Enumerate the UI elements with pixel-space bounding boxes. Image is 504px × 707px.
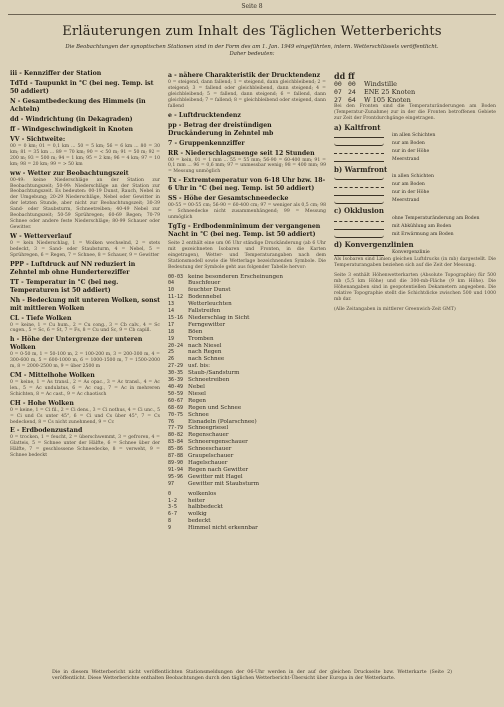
legend-text: 0 = keine, 1 = Ci fil., 2 = Ci dens., 3 = Ci nothus, 4 = Ci unc., 5 = Ci und Cs unter 45°, 6 = Ci und Cs über 45°, 7 = Cs bedeckend, 8 = Cs nicht zunehmend, 9 = Cc [10, 407, 160, 425]
ddff-heading: dd ff [334, 71, 355, 81]
front-symbol-icon [334, 233, 384, 238]
cloud-cover-row [168, 498, 326, 505]
weather-symbol-row [168, 294, 326, 301]
legend-heading: CM - Mittelhohe Wolken [10, 372, 95, 380]
weather-code: 76 [168, 418, 175, 425]
weather-description: Regen und Schnee [188, 404, 242, 411]
weather-description: Böen [188, 328, 203, 335]
weather-description: nach Niesel [188, 342, 222, 349]
page-title: Erläuterungen zum Inhalt des Täglichen Wetterberichts [62, 24, 442, 39]
legend-section [10, 170, 160, 231]
weather-symbol-table [168, 274, 326, 488]
legend-heading: dd - Windrichtung (in Dekagraden) [10, 116, 133, 123]
ddff-row [334, 96, 496, 104]
weather-description: Schnee [188, 411, 209, 418]
dd-value: 27 [334, 95, 342, 104]
front-description: Meerstrand [392, 156, 420, 162]
weather-description: Nebel [188, 384, 205, 390]
weather-description: Graupelschauer [188, 453, 234, 460]
gmt-note: (Alle Zeitangaben in mittlerer Greenwich-Zeit GMT) [334, 306, 456, 312]
cloud-code: 8 [168, 518, 172, 525]
weather-code: 40-49 [168, 384, 184, 390]
cloud-code: 1-2 [168, 497, 178, 504]
weather-code: 97 [168, 480, 175, 487]
weather-description: Regen nach Gewitter [188, 466, 249, 473]
legend-section [168, 122, 326, 138]
legend-text: 0 = keine, 1 = Cu hum., 2 = Cu cong., 3 = Cb calv., 4 = Sc cugen., 5 = Sc, 6 = St, 7 = Fs, 8 = Cu und Sc, 9 = Cb capill. [10, 322, 160, 334]
right-text: Als Isobaren sind Linien gleichen Luftdrucks (in mb) dargestellt. Die Temperaturangaben beziehen sich auf die Zeit der Messung. [334, 257, 496, 269]
weather-code: 13 [168, 301, 175, 308]
legend-heading: ff - Windgeschwindigkeit in Knoten [10, 126, 134, 133]
cloud-code: 9 [168, 525, 172, 532]
weather-code: 89-90 [168, 459, 184, 466]
legend-heading: CL - Tiefe Wolken [10, 314, 72, 322]
weather-code: 36-39 [168, 377, 184, 384]
legend-text: 0 = keine, 1 = As transl., 2 = As opac., 3 = Ac transl., 4 = Ac len., 5 = Ac undulatus, 6 = Ac cug., 7 = Ac in mehreren Schichten, 8 = Ac cast., 9 = Ac chaotisch [10, 380, 160, 397]
weather-description: Regen [188, 397, 207, 404]
weather-code: 87-88 [168, 453, 184, 460]
legend-text: 0 = kein Niederschlag, 1 = Wolken wechselnd, 2 = stets bedeckt, 3 = Sand- oder Staubsturm, 4 = Nebel, 5 = Sprühregen, 6 = Regen, 7 = Schnee, 8 = Schauer, 9 = Gewitter [10, 240, 160, 258]
weather-description: Buschfeuer [188, 280, 221, 287]
legend-heading: h - Höhe der Untergrenze der unteren Wolken [10, 336, 143, 352]
legend-heading: Tx - Extremtemperatur von 6-18 Uhr bzw. 18-6 Uhr in °C (bei neg. Temp. ist 50 addiert) [168, 177, 326, 193]
legend-section [168, 140, 326, 148]
weather-symbol-row [168, 336, 326, 343]
front-row [334, 181, 496, 189]
weather-symbol-row [168, 356, 326, 363]
page-subtitle: Die Beobachtungen der synoptischen Stationen sind in der Form des am 1. Jan. 1949 eingeführten, intern. Wetterschlüssels veröffentlicht. Daher bedeuten: [65, 44, 439, 57]
weather-description: Fallstreifen [188, 308, 221, 315]
legend-section [168, 223, 326, 239]
weather-description: Wetterleuchten [188, 301, 232, 308]
legend-text: 00 = 0 km; 01 = 0,1 km ... 50 = 5 km; 56 = 6 km ... 80 = 30 km; 81 = 35 km ... 89 = 70 km; 90 = < 50 m; 91 = 50 m; 92 = 200 m; 93 = 500 m; 94 = 1 km; 95 = 2 km; 96 = 4 km; 97 = 10 km; 98 = 20 km; 99 = > 50 km [10, 144, 160, 167]
ddff-note: Bei den Fronten sind die Temperaturänderungen am Boden (Temperatur-Zunahme) zur in der die Fronten betroffenen Gebiete zur Zeit der Frontdurchgänge eingetragen. [334, 103, 496, 121]
cloud-description: wolkig [188, 511, 207, 518]
legend-heading: a - nähere Charakteristik der Drucktendenz [168, 72, 321, 79]
weather-symbol-row [168, 343, 326, 350]
ddff-row [334, 88, 496, 96]
front-row [334, 231, 496, 239]
weather-symbol-row [168, 412, 326, 419]
front-row [334, 215, 496, 223]
weather-symbol-row [168, 384, 326, 391]
weather-description: Schneegriesel [188, 425, 229, 432]
weather-symbol-row [168, 425, 326, 432]
front-description: ohne Temperaturänderung am Boden [392, 216, 480, 222]
weather-description: Gewitter mit Hagel [188, 473, 243, 480]
legend-section [10, 261, 160, 277]
legend-section [168, 241, 326, 271]
legend-section [10, 372, 160, 398]
legend-heading: TgTg - Erdbodenminimum der vergangenen Nacht in °C (bei neg. Temp. ist 50 addiert) [168, 222, 321, 238]
front-row [334, 223, 496, 231]
legend-text: 0 = 0-50 m, 1 = 50-100 m, 2 = 100-200 m, 3 = 200-300 m, 4 = 300-600 m, 5 = 600-1000 m, 6 = 1000-1500 m, 7 = 1500-2000 m, 8 = 2000-2500 m, 9 = über 2500 m [10, 352, 160, 370]
legend-section [168, 177, 326, 193]
cloud-cover-row [168, 491, 326, 498]
weather-code: 26 [168, 356, 175, 363]
legend-heading: TT - Temperatur in °C (bei neg. Temperaturen ist 50 addiert) [10, 278, 119, 294]
weather-description: Schneetreiben [188, 377, 230, 384]
cloud-code: 6-7 [168, 511, 178, 518]
legend-heading: CH - Hohe Wolken [10, 399, 74, 407]
weather-symbol-row [168, 349, 326, 356]
weather-code: 95-96 [168, 473, 184, 480]
right-column [334, 71, 496, 313]
weather-code: 18 [168, 328, 175, 335]
front-symbol-icon [334, 183, 384, 188]
ff-value: 64 [348, 95, 356, 104]
weather-code: 14 [168, 308, 175, 315]
front-heading: d) Konvergenzlinien [334, 240, 414, 250]
legend-heading: 7 - Gruppenkennziffer [168, 139, 245, 147]
footer-note: Die in diesem Wetterbericht nicht veröffentlichten Stationsmeldungen der 06-Uhr werden in der auf der gleichen Druckseite bzw. Wetterkarte (Seite 2) veröffentlicht. Diese Wetterberichte enthalten Beobachtungen durch den täglichen Wetterbericht-Übersicht über Europa in der Wetterkarte. [52, 670, 452, 681]
weather-symbol-row [168, 280, 326, 287]
weather-code: 68-69 [168, 404, 184, 411]
cloud-description: wolkenlos [188, 490, 217, 497]
legend-section [168, 112, 326, 120]
legend-heading: PPP - Luftdruck auf NN reduziert in Zehntel mb ohne Hundertereziffer [10, 260, 136, 276]
front-row [334, 140, 496, 148]
weather-code: 20-24 [168, 342, 184, 349]
wind-description: Windstille [364, 79, 398, 88]
weather-symbol-row [168, 287, 326, 294]
legend-heading: ww - Wetter zur Beobachtungszeit [10, 169, 129, 177]
legend-section [10, 297, 160, 313]
weather-symbol-row [168, 391, 326, 398]
cloud-cover-row [168, 525, 326, 532]
weather-code: 91-94 [168, 466, 184, 473]
weather-code: 77-79 [168, 425, 184, 432]
legend-heading: N - Gesamtbedeckung des Himmels (in Achteln) [10, 98, 146, 113]
front-symbol-icon [334, 157, 384, 162]
weather-description: Eisnadeln (Polarschnee) [188, 418, 257, 425]
weather-symbol-row [168, 363, 326, 370]
weather-code: 60-67 [168, 397, 184, 404]
weather-symbol-row [168, 315, 326, 322]
front-symbol-icon [334, 175, 384, 180]
weather-symbol-row [168, 308, 326, 315]
cloud-cover-row [168, 518, 326, 525]
front-description: nur in der Höhe [392, 190, 430, 196]
front-description: nur in der Höhe [392, 148, 430, 154]
dd-value: 00 [334, 79, 342, 88]
weather-description: Ferngewitter [188, 321, 226, 328]
weather-code: 00-03 [168, 273, 184, 280]
legend-section [10, 98, 160, 114]
weather-description: Staub-/Sandsturm [188, 370, 240, 377]
weather-code: 85-86 [168, 446, 184, 453]
weather-symbol-row [168, 377, 326, 384]
weather-symbol-row [168, 467, 326, 474]
legend-section [10, 136, 160, 168]
middle-column [168, 72, 326, 532]
cloud-cover-row [168, 504, 326, 511]
front-row [334, 148, 496, 156]
weather-symbol-row [168, 274, 326, 281]
header-rule [8, 14, 496, 15]
front-symbol-icon [334, 149, 384, 154]
front-description: Meerstrand [392, 198, 420, 204]
weather-code: 04 [168, 280, 175, 287]
front-row [334, 156, 496, 164]
weather-symbol-row [168, 446, 326, 453]
weather-symbol-row [168, 405, 326, 412]
front-heading: b) Warmfront [334, 164, 388, 174]
front-symbol-icon [334, 199, 384, 204]
weather-code: 25 [168, 349, 175, 356]
legend-heading: E - Erdbodenzustand [10, 427, 83, 435]
front-heading: a) Kaltfront [334, 122, 381, 132]
legend-section [10, 116, 160, 124]
front-description: im allen Schichten [392, 132, 436, 138]
weather-symbol-row [168, 432, 326, 439]
front-row [334, 132, 496, 140]
legend-heading: iii - Kennziffer der Station [10, 70, 102, 77]
legend-text: 0 = trocken, 1 = feucht, 2 = überschwemmt, 3 = gefroren, 4 = Glatteis, 5 = Schnee unter der Hälfte, 6 = Schnee über der Hälfte, 7 = geschlossene Schneedecke, 8 = verweht, 9 = Schnee bedeckt [10, 435, 160, 459]
legend-section [10, 126, 160, 134]
weather-description: Schneeregenschauer [188, 439, 248, 446]
weather-description: Niederschlag in Sicht [188, 314, 250, 321]
weather-symbol-row [168, 481, 326, 488]
ff-value: 24 [348, 87, 356, 96]
legend-section [10, 400, 160, 426]
front-symbol-icon [334, 133, 384, 138]
weather-description: Hagelschauer [188, 459, 228, 466]
ddff-row [334, 80, 496, 88]
weather-code: 80-82 [168, 432, 184, 439]
weather-symbol-row [168, 439, 326, 446]
legend-heading: RR - Niederschlagsmenge seit 12 Stunden [168, 149, 315, 157]
legend-heading: pp - Betrag der dreistündigen Druckänderung in Zehntel mb [168, 121, 274, 137]
legend-text: 00-49: keine Niederschläge an der Station zur Beobachtungszeit; 50-99: Niederschläge an der Station zur Beobachtungszeit. Es bedeuten: 00-19 Dunst, Rauch, Nebel in der Umgebung; 20-29 Niederschläge, Nebel oder Gewitter in der letzten Stunde, aber nicht zur Beobachtungszeit; 30-39 Sand- oder Staubsturm, Schneetreiben; 40-49 Nebel zur Beobachtungszeit; 50-59 Sprühregen; 60-69 Regen; 70-79 Schnee oder andere feste Niederschläge; 80-99 Schauer oder Gewitter. [10, 177, 160, 230]
legend-section [10, 279, 160, 295]
cloud-cover-row [168, 511, 326, 518]
cloud-description: bedeckt [188, 518, 211, 525]
front-description: in allen Schichten [392, 174, 434, 180]
legend-heading: TdTd - Taupunkt in °C (bei neg. Temp. ist 50 addiert) [10, 80, 154, 95]
weather-code: 10 [168, 287, 175, 294]
front-description: mit Abkühlung am Boden [392, 224, 452, 230]
page-header: Seite 8 [241, 3, 263, 10]
cloud-description: halbbedeckt [188, 504, 223, 511]
legend-section [168, 195, 326, 221]
weather-symbol-row [168, 398, 326, 405]
weather-symbol-row [168, 453, 326, 460]
weather-code: 15-16 [168, 314, 184, 321]
weather-description: nach Regen [188, 349, 222, 356]
weather-symbol-row [168, 301, 326, 308]
left-column [10, 70, 160, 461]
legend-heading: SS - Höhe der Gesamtschneedecke [168, 195, 289, 203]
legend-heading: VV - Sichtweite: [10, 136, 66, 143]
weather-description: Schneeschauer [188, 446, 232, 453]
legend-text: Seite 2 enthält eine um 06 Uhr ständige Druckänderung (ab 6 Uhr mit gezeichneten Isobaren und Fronten, in die Karten eingetragen), Wetter- und Temperaturangaben nach dem Stationsmodell sowie die Wetterlage bezeichnenden Symbole. Die Bedeutung der Symbole geht aus folgender Tabelle hervor: [168, 240, 326, 270]
weather-code: 83-84 [168, 439, 184, 446]
weather-code: 11-12 [168, 294, 184, 301]
weather-description: feuchter Dunst [188, 287, 231, 294]
front-symbol-icon [334, 141, 384, 146]
weather-description: nach Schnee [188, 356, 225, 363]
weather-description: Gewitter mit Staubsturm [188, 480, 260, 487]
weather-symbol-row [168, 474, 326, 481]
wind-description: W 105 Knoten [364, 95, 411, 104]
right-text-2: Seite 3 enthält Höhenwetterkarten (Absolute Topographie) für 500 mb (5,5 km Höhe) und die 300-mb-Fläche (9 km Höhe). Die Höhenangaben sind in geopotentiellen Dekametern angegeben. Die relative Topographie stellt die Schichtdicke zwischen 500 und 1000 mb dar. [334, 273, 496, 302]
weather-description: Tromben [188, 335, 214, 342]
weather-symbol-row [168, 370, 326, 377]
weather-description: Niesel [188, 390, 206, 397]
weather-symbol-row [168, 419, 326, 426]
weather-symbol-row [168, 322, 326, 329]
cloud-cover-table [168, 491, 326, 532]
front-symbol-icon [334, 191, 384, 196]
front-description: nur am Boden [392, 182, 425, 188]
cloud-description: Himmel nicht erkennbar [188, 525, 258, 532]
front-description: Konvergenzlinie [392, 250, 430, 256]
weather-symbol-row [168, 329, 326, 336]
front-symbol-icon [334, 251, 384, 256]
weather-code: 17 [168, 321, 175, 328]
legend-text: 00 = kein, 01 = 1 mm ... 55 = 55 mm; 56-90 = 60-400 mm; 91 = 0,1 mm ... 96 = 0,6 mm; 97 = unmessbar wenig; 98 = 400 mm; 99 = Messung unmöglich [168, 157, 326, 175]
legend-section [168, 72, 326, 110]
front-symbol-icon [334, 225, 384, 230]
cloud-code: 0 [168, 490, 172, 497]
dd-value: 07 [334, 87, 342, 96]
legend-section [168, 150, 326, 176]
front-heading: c) Okklusion [334, 206, 384, 216]
front-description: nur am Boden [392, 140, 425, 146]
weather-description: usf. bis: [188, 363, 211, 370]
front-symbol-icon [334, 217, 384, 222]
weather-code: 19 [168, 335, 175, 342]
legend-section [10, 315, 160, 335]
legend-heading: Nh - Bedeckung mit unteren Wolken, sonst mit mittleren Wolken [10, 296, 160, 312]
legend-section [10, 427, 160, 459]
legend-section [10, 80, 160, 96]
weather-code: 50-59 [168, 390, 184, 397]
front-description: mit Erwärmung am Boden [392, 232, 454, 238]
front-row [334, 173, 496, 181]
legend-section [10, 233, 160, 259]
legend-text: 0 = steigend, dann fallend; 1 = steigend, dann gleichbleibend; 2 = steigend; 3 = fallend oder gleichbleibend, dann steigend; 4 = gleichbleibend; 5 = fallend, dann steigend; 6 = fallend, dann gleichbleibend; 7 = fallend; 8 = gleichbleibend oder steigend, dann fallend [168, 80, 326, 109]
weather-code: 27-29 [168, 363, 184, 370]
weather-code: 30-35 [168, 370, 184, 377]
cloud-code: 3-5 [168, 504, 178, 511]
weather-code: 70-75 [168, 411, 184, 418]
legend-heading: e - Luftdrucktendenz [168, 111, 241, 119]
front-row [334, 189, 496, 197]
weather-description: keine besonderen Erscheinungen [188, 273, 283, 280]
legend-text: 00-55 = 00-55 cm; 56-90 = 60-400 cm; 97 = weniger als 0,5 cm; 98 = Schneedecke nicht zusammenhängend; 99 = Messung unmöglich [168, 203, 326, 221]
weather-symbol-row [168, 460, 326, 467]
weather-description: Bodennebel [188, 294, 222, 301]
legend-section [10, 336, 160, 370]
wind-description: ENE 25 Knoten [364, 87, 416, 96]
ff-value: 00 [348, 79, 356, 88]
weather-description: Regenschauer [188, 432, 229, 439]
legend-heading: W - Wetterverlauf [10, 232, 72, 240]
legend-section [10, 70, 160, 78]
cloud-description: heiter [188, 497, 205, 504]
front-row [334, 197, 496, 205]
